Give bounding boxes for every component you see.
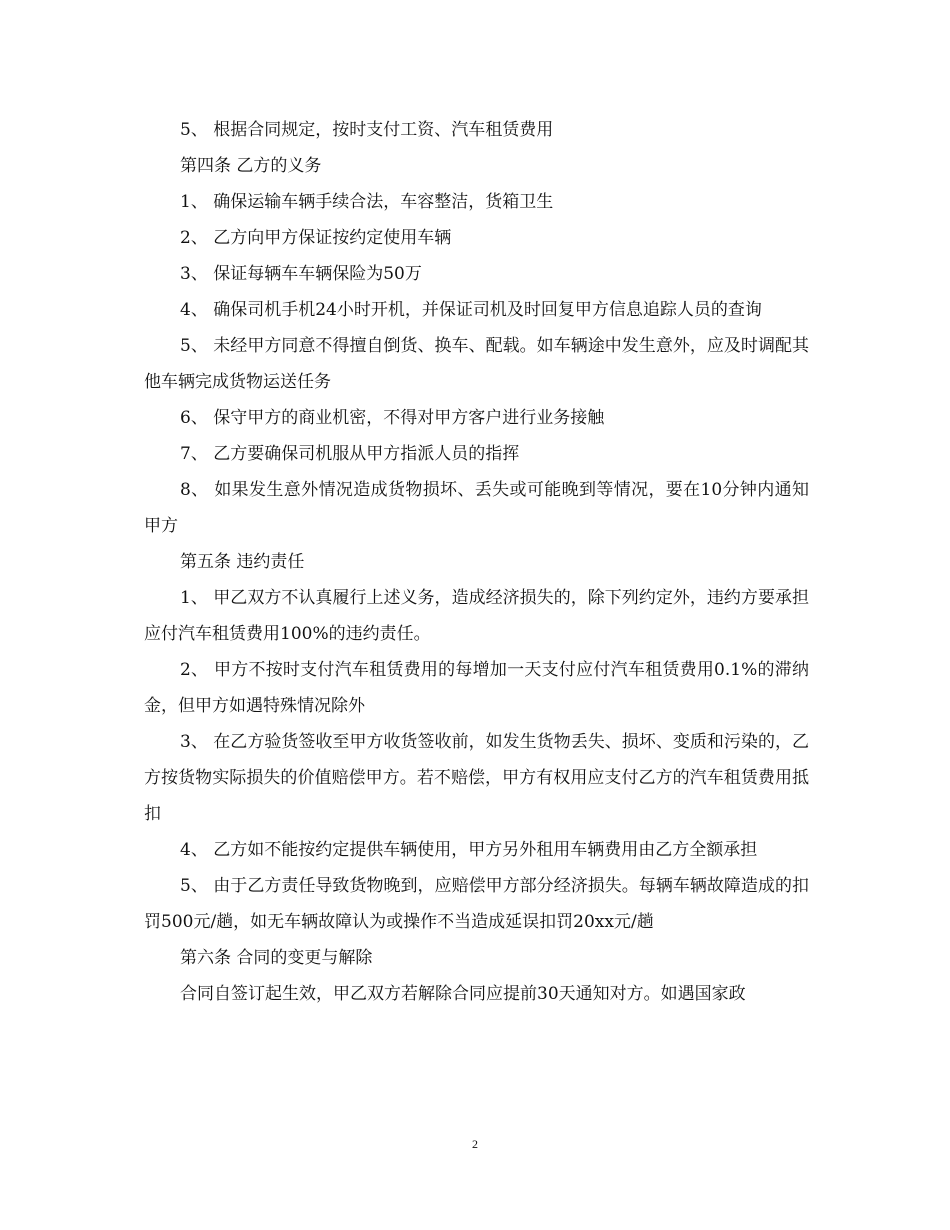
paragraph-14: 3、 在乙方验货签收至甲方收货签收前，如发生货物丢失、损坏、变质和污染的，乙方按货物实际损失的价值赔偿甲方。若不赔偿，甲方有权用应支付乙方的汽车租赁费用抵扣 [144,732,809,824]
document-body [144,112,809,1012]
paragraph-18: 合同自签订起生效，甲乙双方若解除合同应提前30天通知对方。如遇国家政 [180,984,746,1004]
paragraph-5: 3、 保证每辆车车辆保险为50万 [180,264,422,284]
paragraph-13: 2、 甲方不按时支付汽车租赁费用的每增加一天支付应付汽车租赁费用0.1%的滞纳金，但甲方如遇特殊情况除外 [144,660,809,716]
paragraph-4: 2、 乙方向甲方保证按约定使用车辆 [180,228,452,248]
paragraph-9: 7、 乙方要确保司机服从甲方指派人员的指挥 [180,444,520,464]
paragraph-12: 1、 甲乙双方不认真履行上述义务，造成经济损失的，除下列约定外，违约方要承担应付汽车租赁费用100%的违约责任。 [144,588,809,644]
section-heading-4: 第四条 乙方的义务 [180,156,322,176]
section-heading-5: 第五条 违约责任 [180,552,305,572]
paragraph-1: 5、 根据合同规定，按时支付工资、汽车租赁费用 [180,120,554,140]
paragraph-8: 6、 保守甲方的商业机密，不得对甲方客户进行业务接触 [180,408,605,428]
paragraph-7: 5、 未经甲方同意不得擅自倒货、换车、配载。如车辆途中发生意外，应及时调配其他车辆完成货物运送任务 [144,336,809,392]
page-number: 2 [472,1137,478,1151]
paragraph-16: 5、 由于乙方责任导致货物晚到，应赔偿甲方部分经济损失。每辆车辆故障造成的扣罚500元/趟，如无车辆故障认为或操作不当造成延误扣罚20xx元/趟 [144,876,809,932]
paragraph-6: 4、 确保司机手机24小时开机，并保证司机及时回复甲方信息追踪人员的查询 [180,300,762,320]
section-heading-6: 第六条 合同的变更与解除 [180,948,373,968]
paragraph-10: 8、 如果发生意外情况造成货物损坏、丢失或可能晚到等情况，要在10分钟内通知甲方 [144,480,809,536]
paragraph-3: 1、 确保运输车辆手续合法，车容整洁，货箱卫生 [180,192,554,212]
paragraph-15: 4、 乙方如不能按约定提供车辆使用，甲方另外租用车辆费用由乙方全额承担 [180,840,758,860]
